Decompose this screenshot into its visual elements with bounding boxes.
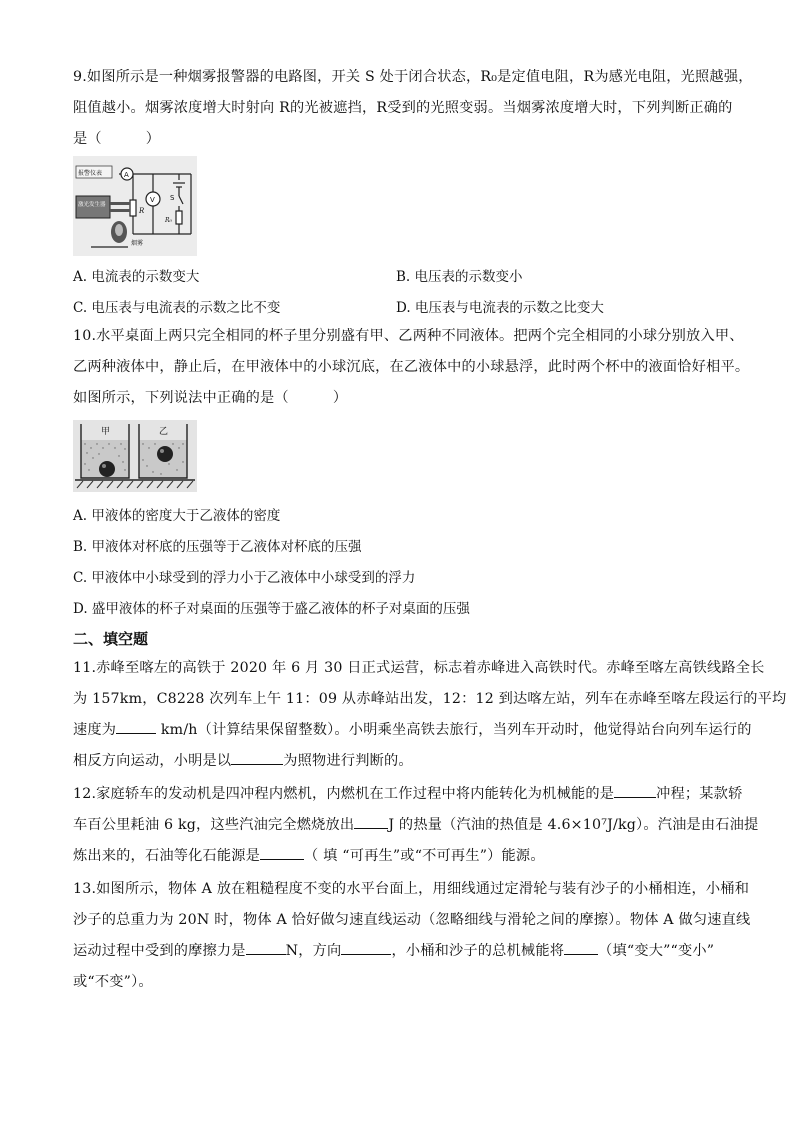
label-cup-yi: 乙 — [159, 427, 169, 437]
label-fixed-resistor: R₀ — [165, 217, 172, 224]
q9-line-2: 阻值越小。烟雾浓度增大时射向 R的光被遮挡，R受到的光照变弱。当烟雾浓度增大时，下列判断正确的 — [73, 100, 733, 116]
label-laser-generator: 激光发生器 — [78, 202, 106, 208]
question-12 — [73, 779, 759, 872]
question-13 — [73, 874, 751, 998]
label-photoresistor: R — [139, 207, 145, 215]
label-alarm-meter: 报警仪表 — [78, 170, 103, 177]
q10-option-a[interactable]: A. 甲液体的密度大于乙液体的密度 — [73, 508, 281, 524]
q13-line-2: 沙子的总重力为 20N 时，物体 A 恰好做匀速直线运动（忽略细线与滑轮之间的摩擦）。物体 A 做匀速直线 — [73, 912, 751, 928]
q12-blank-heat[interactable] — [354, 814, 388, 829]
q12-blank-stroke[interactable] — [614, 783, 656, 798]
q12-line-1: 12.家庭轿车的发动机是四冲程内燃机，内燃机在工作过程中将内能转化为机械能的是 冲程；某款轿 — [73, 779, 723, 810]
q11-line-2: 为 157km，C8228 次列车上午 11：09 从赤峰站出发，12：12 到达喀左站，列车在赤峰至喀左段运行的平均 — [73, 691, 787, 707]
label-switch: S — [170, 194, 175, 202]
smoke-alarm-circuit-figure — [73, 156, 197, 256]
section-heading-fill-in: 二、填空题 — [73, 630, 149, 648]
q11-line-1: 11.赤峰至喀左的高铁于 2020 年 6 月 30 日正式运营，标志着赤峰进入高铁时代。赤峰至喀左高铁线路全长 — [73, 660, 765, 676]
q9-option-d[interactable]: D. 电压表与电流表的示数之比变大 — [396, 300, 604, 316]
question-9 — [73, 62, 753, 155]
q9-option-c[interactable]: C. 电压表与电流表的示数之比不变 — [73, 300, 281, 316]
q10-line-2: 乙两种液体中，静止后，在甲液体中的小球沉底，在乙液体中的小球悬浮，此时两个杯中的液面恰好相平。 — [73, 359, 750, 375]
two-cups-figure — [73, 420, 197, 492]
q13-line-1: 13.如图所示，物体 A 放在粗糙程度不变的水平台面上，用细线通过定滑轮与装有沙子的小桶相连，小桶和 — [73, 881, 750, 897]
q11-blank-speed[interactable] — [116, 719, 156, 734]
label-ammeter: A — [124, 171, 129, 179]
label-smoke: 烟雾 — [131, 240, 144, 247]
q11-blank-reference[interactable] — [231, 750, 283, 765]
q10-line-1: 10.水平桌面上两只完全相同的杯子里分别盛有甲、乙两种不同液体。把两个完全相同的小球分别放入甲、 — [73, 328, 744, 344]
q9-line-3: 是（ ） — [73, 131, 161, 147]
q11-line-4: 相反方向运动，小明是以 为照物进行判断的。 — [73, 746, 723, 777]
q13-blank-friction[interactable] — [246, 940, 286, 955]
q12-line-3: 炼出来的，石油等化石能源是 （ 填 “可再生”或“不可再生”）能源。 — [73, 841, 723, 872]
q9-line-1: 9.如图所示是一种烟雾报警器的电路图，开关 S 处于闭合状态，R₀是定值电阻，R为感光电阻，光照越强， — [73, 69, 753, 85]
q9-option-b[interactable]: B. 电压表的示数变小 — [396, 269, 523, 285]
q10-option-b[interactable]: B. 甲液体对杯底的压强等于乙液体对杯底的压强 — [73, 539, 362, 555]
q10-option-d[interactable]: D. 盛甲液体的杯子对桌面的压强等于盛乙液体的杯子对桌面的压强 — [73, 601, 470, 617]
q9-option-a[interactable]: A. 电流表的示数变大 — [73, 269, 200, 285]
label-voltmeter: V — [150, 196, 155, 204]
label-cup-jia: 甲 — [101, 427, 111, 437]
q12-blank-renewable[interactable] — [260, 845, 304, 860]
q10-option-c[interactable]: C. 甲液体中小球受到的浮力小于乙液体中小球受到的浮力 — [73, 570, 416, 586]
q13-blank-direction[interactable] — [341, 940, 391, 955]
question-10 — [73, 321, 750, 414]
q13-line-3: 运动过程中受到的摩擦力是 N，方向 ，小桶和沙子的总机械能将 （填“变大”“变小” — [73, 936, 723, 967]
q10-line-3: 如图所示，下列说法中正确的是（ ） — [73, 390, 348, 406]
q13-blank-energy[interactable] — [564, 940, 598, 955]
q11-line-3: 速度为 km/h（计算结果保留整数）。小明乘坐高铁去旅行，当列车开动时，他觉得站台向列车运行的 — [73, 715, 723, 746]
question-11 — [73, 653, 787, 777]
q13-line-4: 或“不变”）。 — [73, 974, 153, 990]
q12-line-2: 车百公里耗油 6 kg，这些汽油完全燃烧放出 J 的热量（汽油的热值是 4.6×10⁷J/kg）。汽油是由石油提 — [73, 810, 723, 841]
